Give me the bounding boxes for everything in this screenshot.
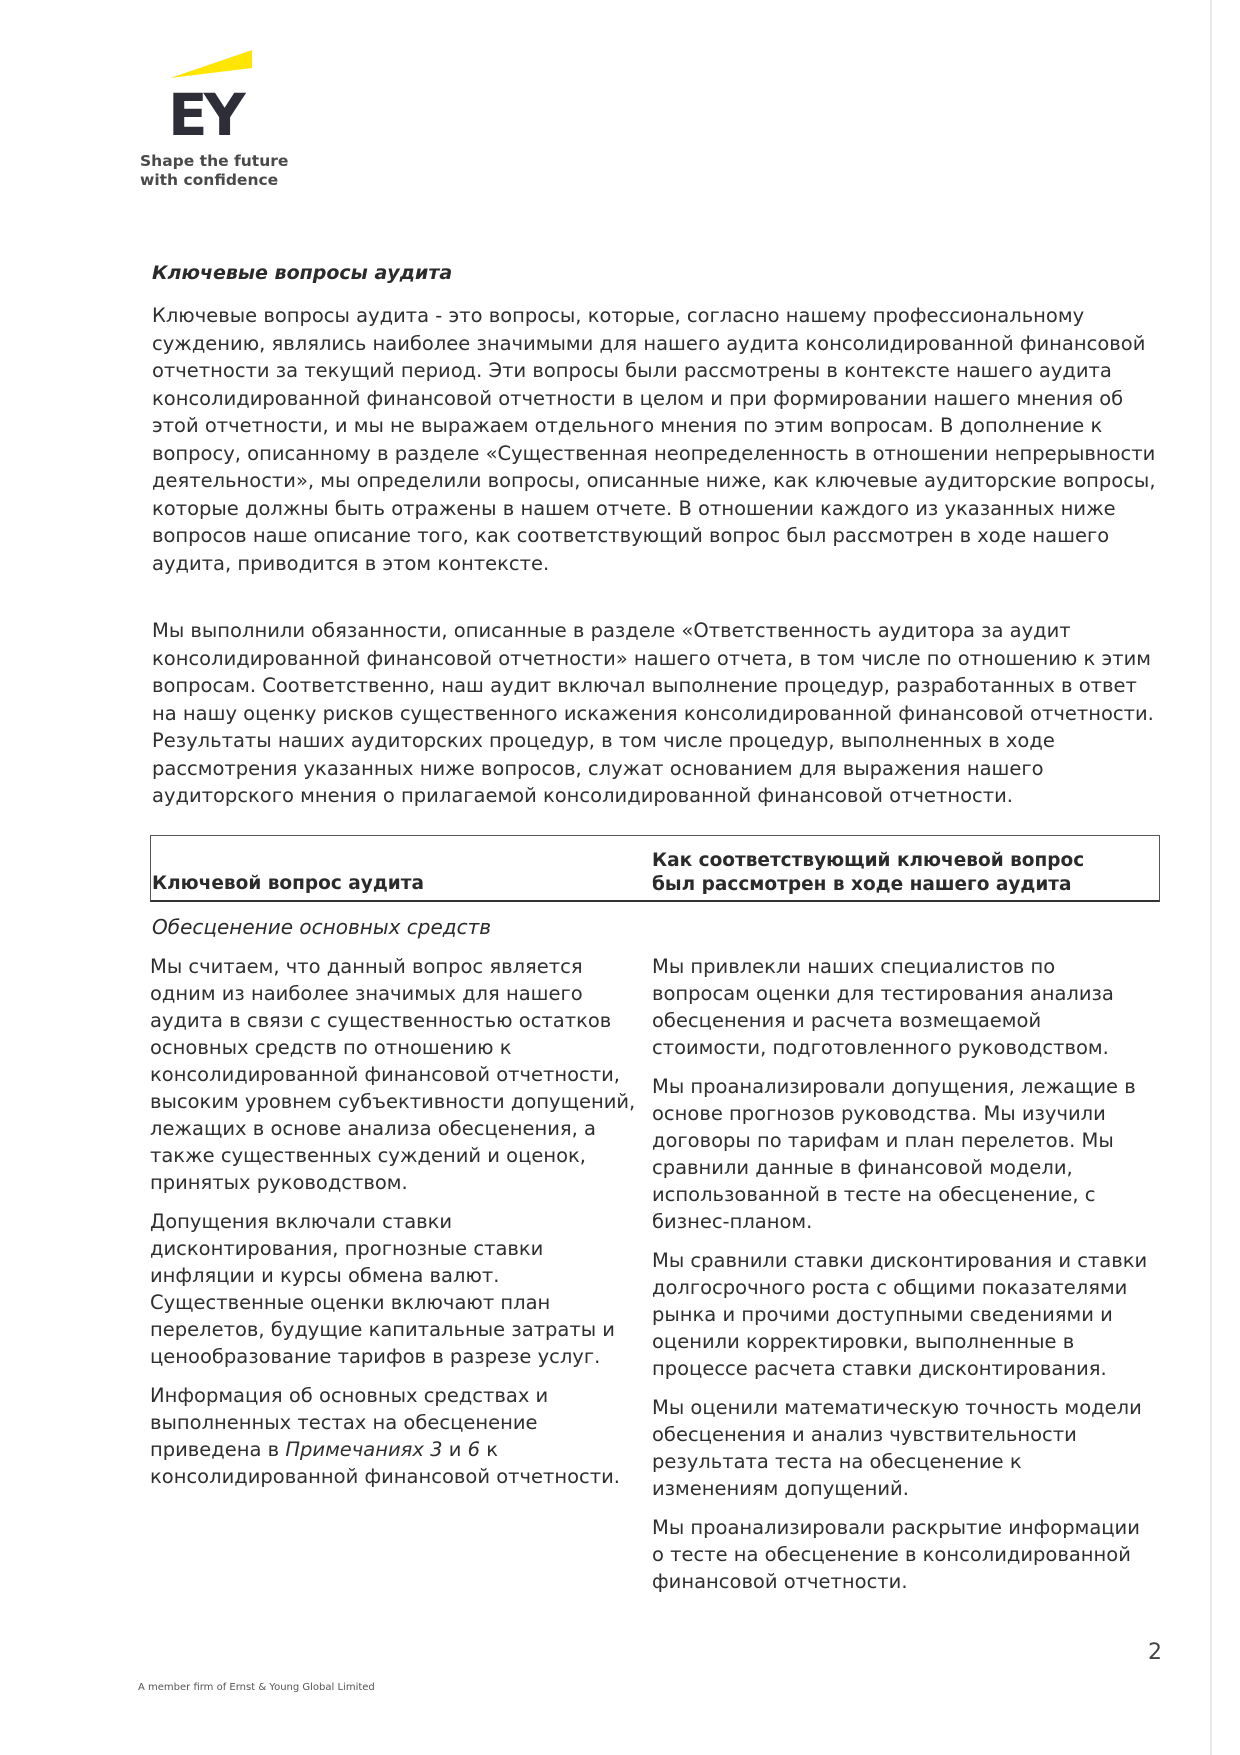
table-right-column: [652, 953, 1152, 1607]
ey-logo: [140, 46, 290, 206]
table-left-column: [150, 953, 640, 1502]
right-paragraph-4: Мы оценили математическую точность модели обесценения и анализ чувствительности результата теста на обесценение к изменениям допущений.: [652, 1396, 1142, 1500]
logo-beam-icon: [140, 46, 260, 86]
logo-mark: EY: [168, 81, 242, 149]
page-edge: [1210, 0, 1212, 1755]
page-number: 2: [1148, 1640, 1162, 1665]
notes-reference-2: 6: [467, 1438, 481, 1461]
tagline-line-2: with confidence: [140, 171, 279, 189]
left-paragraph-1: Мы считаем, что данный вопрос является одним из наиболее значимых для нашего аудита в связи с существенностью остатков основных средств по отношению к консолидированной финансовой отчетности, высоким уровнем субъективности допущений, лежащих в основе анализа обесценения, а также существенных суждений и оценок, принятых руководством.: [150, 955, 636, 1194]
table-row-title: Обесценение основных средств: [152, 915, 492, 939]
table-header-right: Как соответствующий ключевой вопрос был рассмотрен в ходе нашего аудита: [652, 850, 1085, 895]
paragraph-1: Ключевые вопросы аудита - это вопросы, которые, согласно нашему профессиональному суждению, являлись наиболее значимыми для нашего аудита консолидированной финансовой отчетности за текущий период. Эти вопросы были рассмотрены в контексте нашего аудита консолидированной финансовой отчетности в целом и при формировании нашего мнения об этой отчетности, и мы не выражаем отдельного мнения по этим вопросам. В дополнение к вопросу, описанному в разделе «Существенная неопределенность в отношении непрерывности деятельности», мы определили вопросы, описанные ниже, как ключевые аудиторские вопросы, которые должны быть отражены в нашем отчете. В отношении каждого из указанных ниже вопросов наше описание того, как соответствующий вопрос был рассмотрен в ходе нашего аудита, приводится в этом контексте.: [152, 304, 1156, 575]
right-paragraph-2: Мы проанализировали допущения, лежащие в основе прогнозов руководства. Мы изучили договоры по тарифам и план перелетов. Мы сравнили данные в финансовой модели, использованной в тесте на обесценение, с бизнес-планом.: [652, 1075, 1136, 1233]
logo-tagline: [140, 152, 310, 190]
left-p3-text-c: к консолидированной финансовой отчетности.: [150, 1438, 620, 1488]
right-paragraph-5: Мы проанализировали раскрытие информации о тесте на обесценение в консолидированной финансовой отчетности.: [652, 1516, 1140, 1593]
left-p3-text-a: Информация об основных средствах и выполненных тестах на обесценение приведена в: [150, 1384, 549, 1461]
right-paragraph-3: Мы сравнили ставки дисконтирования и ставки долгосрочного роста с общими показателями рынка и прочими доступными сведениями и оценили корректировки, выполненные в процессе расчета ставки дисконтирования.: [652, 1249, 1148, 1380]
footer-note: A member firm of Ernst & Young Global Limited: [138, 1682, 375, 1693]
section-heading: Ключевые вопросы аудита: [152, 262, 453, 284]
left-paragraph-3: [150, 1382, 640, 1490]
tagline-line-1: Shape the future: [140, 152, 289, 170]
table-header-left: Ключевой вопрос аудита: [152, 873, 424, 894]
notes-reference: Примечаниях 3: [285, 1438, 443, 1461]
left-paragraph-2: Допущения включали ставки дисконтирования, прогнозные ставки инфляции и курсы обмена валют. Существенные оценки включают план перелетов, будущие капитальные затраты и ценообразование тарифов в разрезе услуг.: [150, 1210, 615, 1368]
left-p3-text-b: и: [442, 1438, 468, 1461]
right-paragraph-1: Мы привлекли наших специалистов по вопросам оценки для тестирования анализа обесценения и расчета возмещаемой стоимости, подготовленного руководством.: [652, 955, 1114, 1059]
paragraph-2: Мы выполнили обязанности, описанные в разделе «Ответственность аудитора за аудит консолидированной финансовой отчетности» нашего отчета, в том числе по отношению к этим вопросам. Соответственно, наш аудит включал выполнение процедур, разработанных в ответ на нашу оценку рисков существенного искажения консолидированной финансовой отчетности. Результаты наших аудиторских процедур, в том числе процедур, выполненных в ходе рассмотрения указанных ниже вопросов, служат основанием для выражения нашего аудиторского мнения о прилагаемой консолидированной финансовой отчетности.: [152, 619, 1154, 807]
